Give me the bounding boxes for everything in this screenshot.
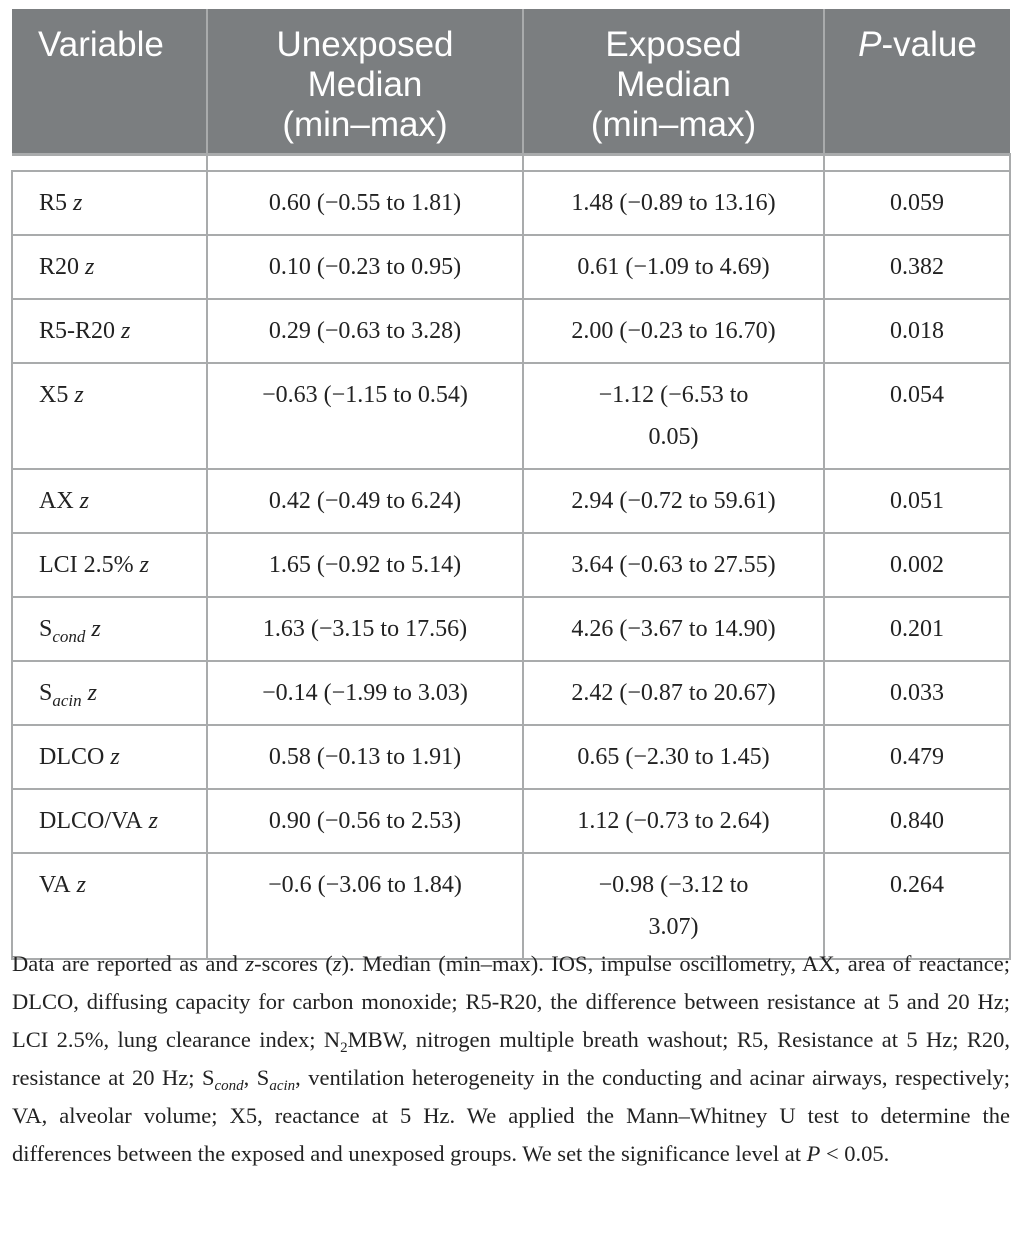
variable-name: VA [39, 871, 71, 898]
variable-name: LCI 2.5% [39, 551, 134, 578]
table-row [12, 789, 1010, 853]
table-row [12, 725, 1010, 789]
pvalue-cell: 0.201 [824, 597, 1010, 661]
variable-subscript: acin [52, 690, 82, 710]
variable-z: z [74, 381, 84, 408]
header-pvalue-p: P [858, 25, 882, 64]
variable-cell [12, 597, 207, 661]
results-table [11, 9, 1011, 960]
exposed-cell: 0.65 (−2.30 to 1.45) [523, 725, 824, 789]
unexposed-cell: −0.14 (−1.99 to 3.03) [207, 661, 523, 725]
pvalue-cell: 0.059 [824, 171, 1010, 235]
unexposed-cell: 0.90 (−0.56 to 2.53) [207, 789, 523, 853]
table-row [12, 853, 1010, 959]
table-row [12, 533, 1010, 597]
variable-name: DLCO/VA [39, 807, 143, 834]
variable-cell [12, 853, 207, 959]
exposed-cell: 2.42 (−0.87 to 20.67) [523, 661, 824, 725]
variable-cell [12, 469, 207, 533]
variable-name: S [39, 615, 53, 642]
footnote-text: Data are reported as and [12, 951, 246, 976]
variable-name: R5 [39, 189, 68, 216]
header-pvalue [824, 9, 1010, 154]
header-unexposed-line2: Median [307, 65, 423, 104]
footnote-z: z [332, 951, 342, 976]
table-footnote [12, 945, 1010, 1173]
variable-z: z [85, 253, 95, 280]
exposed-cell: 0.61 (−1.09 to 4.69) [523, 235, 824, 299]
pvalue-cell: 0.264 [824, 853, 1010, 959]
variable-cell [12, 363, 207, 469]
header-pvalue-rest: -value [881, 25, 977, 64]
variable-cell [12, 235, 207, 299]
unexposed-cell: 0.10 (−0.23 to 0.95) [207, 235, 523, 299]
variable-name: S [39, 679, 53, 706]
exposed-cell: 2.94 (−0.72 to 59.61) [523, 469, 824, 533]
header-unexposed-line3: (min–max) [282, 105, 448, 144]
header-exposed [523, 9, 824, 154]
pvalue-cell: 0.382 [824, 235, 1010, 299]
exposed-cell: 1.48 (−0.89 to 13.16) [523, 171, 824, 235]
variable-name: DLCO [39, 743, 105, 770]
exposed-cell: 3.64 (−0.63 to 27.55) [523, 533, 824, 597]
unexposed-cell: 1.63 (−3.15 to 17.56) [207, 597, 523, 661]
variable-z: z [91, 615, 101, 642]
header-exposed-line1: Exposed [605, 25, 742, 64]
header-exposed-line2: Median [616, 65, 731, 104]
variable-cell [12, 789, 207, 853]
table-row [12, 597, 1010, 661]
header-variable [12, 9, 207, 154]
unexposed-cell: 1.65 (−0.92 to 5.14) [207, 533, 523, 597]
footnote-z: z [245, 951, 255, 976]
footnote-text: -scores ( [254, 951, 333, 976]
table-row [12, 171, 1010, 235]
pvalue-cell: 0.002 [824, 533, 1010, 597]
variable-z: z [139, 551, 149, 578]
unexposed-cell: 0.58 (−0.13 to 1.91) [207, 725, 523, 789]
pvalue-cell: 0.018 [824, 299, 1010, 363]
pvalue-cell: 0.054 [824, 363, 1010, 469]
unexposed-cell: 0.42 (−0.49 to 6.24) [207, 469, 523, 533]
footnote-subscript: acin [269, 1078, 296, 1094]
results-table-container [11, 9, 1009, 960]
exposed-cell: −1.12 (−6.53 to 0.05) [523, 363, 824, 469]
variable-cell [12, 661, 207, 725]
header-unexposed-line1: Unexposed [276, 25, 454, 64]
variable-z: z [73, 189, 83, 216]
footnote-text: ). Median (min–max). IOS, impulse oscillometry, AX, area of reactance; DLCO, diffusing capacity for carbon monoxide; R5-R20, the difference between resistance at 5 and 20 Hz; LCI 2.5%, lung clearance index; N [12, 951, 1010, 1052]
table-row [12, 661, 1010, 725]
footnote-p: P [806, 1141, 821, 1166]
unexposed-cell: −0.63 (−1.15 to 0.54) [207, 363, 523, 469]
footnote-text: < 0.05. [820, 1141, 890, 1166]
variable-subscript: cond [52, 626, 86, 646]
variable-z: z [110, 743, 120, 770]
variable-cell [12, 725, 207, 789]
variable-name: R5-R20 [39, 317, 116, 344]
variable-name: AX [39, 487, 74, 514]
variable-name: X5 [39, 381, 69, 408]
footnote-text: , ventilation heterogeneity in the conducting and acinar airways, respectively; VA, alveolar volume; X5, reactance at 5 Hz. We applied the Mann–Whitney U test to determine the differences between the exposed and unexposed groups. We set the significance level at [12, 1065, 1011, 1166]
unexposed-cell: 0.29 (−0.63 to 3.28) [207, 299, 523, 363]
variable-z: z [148, 807, 158, 834]
header-exposed-line3: (min–max) [590, 105, 757, 144]
header-separator [12, 154, 1010, 171]
footnote-text: , S [243, 1065, 270, 1090]
unexposed-cell: 0.60 (−0.55 to 1.81) [207, 171, 523, 235]
footnote-subscript: cond [214, 1078, 244, 1094]
table-row [12, 235, 1010, 299]
footnote-subscript: 2 [340, 1040, 348, 1056]
variable-cell [12, 533, 207, 597]
table-row [12, 363, 1010, 469]
variable-z: z [76, 871, 86, 898]
header-variable-label: Variable [38, 25, 164, 64]
pvalue-cell: 0.051 [824, 469, 1010, 533]
pvalue-cell: 0.033 [824, 661, 1010, 725]
pvalue-cell: 0.479 [824, 725, 1010, 789]
variable-cell [12, 171, 207, 235]
variable-z: z [79, 487, 90, 514]
variable-z: z [87, 679, 97, 706]
exposed-cell: 1.12 (−0.73 to 2.64) [523, 789, 824, 853]
table-row [12, 469, 1010, 533]
variable-cell [12, 299, 207, 363]
unexposed-cell: −0.6 (−3.06 to 1.84) [207, 853, 523, 959]
variable-name: R20 [39, 253, 80, 280]
exposed-cell: 4.26 (−3.67 to 14.90) [523, 597, 824, 661]
table-header-row [12, 9, 1010, 154]
header-unexposed [207, 9, 523, 154]
table-row [12, 299, 1010, 363]
footnote-text: MBW, nitrogen multiple breath washout; R5, Resistance at 5 Hz; R20, resistance at 20 Hz; S [12, 1027, 1010, 1090]
variable-z: z [121, 317, 131, 344]
exposed-cell: −0.98 (−3.12 to 3.07) [523, 853, 824, 959]
pvalue-cell: 0.840 [824, 789, 1010, 853]
exposed-cell: 2.00 (−0.23 to 16.70) [523, 299, 824, 363]
